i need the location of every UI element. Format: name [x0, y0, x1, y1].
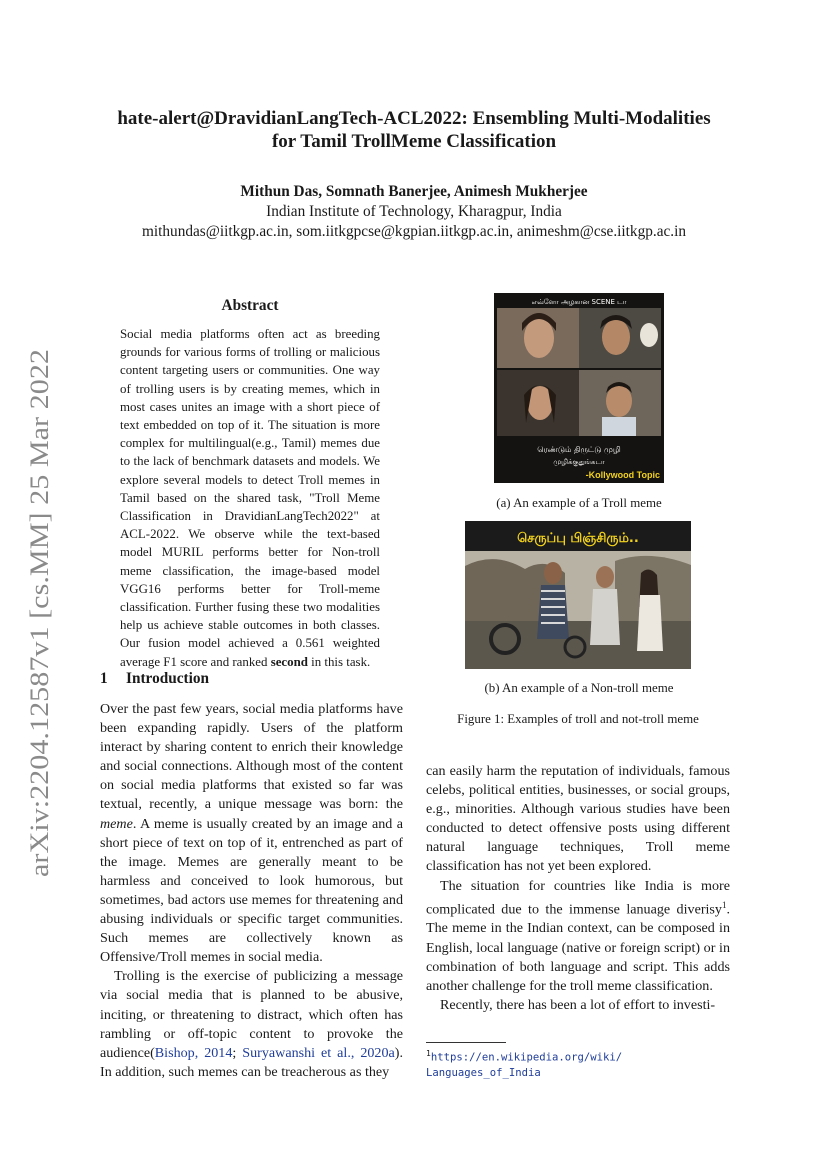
p2-text-end: ). In addition, such memes can be treacherous as they — [100, 1044, 403, 1080]
footnote-line-1 — [426, 1046, 730, 1066]
arxiv-stamp — [4, 345, 64, 880]
intro-paragraph-1 — [100, 700, 403, 967]
abstract-paragraph — [120, 325, 380, 671]
caption-troll-meme: (a) An example of a Troll meme — [496, 496, 662, 510]
p1-meme-term: meme — [100, 815, 133, 832]
abstract-text-end: in this task. — [307, 654, 371, 669]
citation-bishop[interactable]: Bishop, 2014 — [154, 1044, 233, 1061]
p4-text-end: . The meme in the Indian context, can be composed in English, local language (native or foreign script) or in combination of both language and script. This adds another challenge for the troll meme classification. — [426, 901, 730, 994]
citation-suryawanshi[interactable]: Suryawanshi et al., 2020a — [242, 1044, 395, 1061]
abstract-heading: Abstract — [221, 297, 279, 314]
non-troll-meme-graphic — [465, 521, 691, 669]
footnote — [426, 1046, 730, 1081]
author-emails: mithundas@iitkgp.ac.in, som.iitkgpcse@kgpian.iitkgp.ac.in, animeshm@cse.iitkgp.ac.in — [142, 223, 686, 240]
footnote-rule — [426, 1042, 506, 1043]
section-number: 1 — [100, 670, 108, 687]
citation-separator: ; — [232, 1044, 243, 1061]
intro-paragraph-2 — [100, 967, 403, 1082]
troll-meme-credit: -Kollywood Topic — [585, 470, 660, 480]
troll-meme-bottom-line-2: முழிக்குதுங்கடா — [553, 458, 605, 466]
p5-text: Recently, there has been a lot of effort to investi- — [440, 996, 716, 1013]
troll-meme-top-text: எவ்ளோ அழகான SCENE டா — [531, 298, 627, 306]
right-column-body — [426, 762, 730, 1015]
author-block — [60, 182, 768, 242]
intro-paragraph-3 — [426, 762, 730, 877]
abstract-text: Social media platforms often act as breeding grounds for various forms of trolling or malicious content targeting users or communities. One way of trolling users is by creating memes, which in most cases unites an image with a short piece of text embedded on top of it. The situation is more complex for multilingual(e.g., Tamil) memes due to the lack of benchmark datasets and models. We explore several models to detect Troll memes in Tamil based on the shared task, "Troll Meme Classification in DravidianLangTech2022" at ACL-2022. We observe while the text-based model MURIL performs better for Non-troll meme classification, the image-based model VGG16 performs better for Troll-meme classification. Further fusing these two modalities help us achieve stable outcomes in both classes. Our fusion model achieved a 0.561 weighted average F1 score and ranked — [120, 327, 380, 669]
affiliation: Indian Institute of Technology, Kharagpur, India — [266, 203, 562, 220]
section-title: Introduction — [126, 670, 210, 687]
non-troll-meme-image — [465, 521, 691, 669]
section-heading — [100, 670, 403, 688]
footnote-number: 1 — [426, 1049, 431, 1058]
author-names: Mithun Das, Somnath Banerjee, Animesh Mukherjee — [240, 183, 588, 200]
p1-text: Over the past few years, social media platforms have been expanding rapidly. Users of the platform interact by sharing content to enrich their knowledge and social connections. Although most of the content on social media platforms that existed so far was textual, recently, a unique message was born: the — [100, 701, 403, 813]
non-troll-meme-top-text: செருப்பு பிஞ்சிரும்.. — [517, 531, 639, 546]
p1-text-end: . A meme is usually created by an image and a short piece of text on top of it, entrenched as part of the image. Memes are generally meant to be harmless and conceived to look humorous, but sometimes, bad actors use memes for threatening and abusing individuals or specific target communities. Such memes are collectively known as Offensive/Troll memes in social media. — [100, 815, 403, 966]
p4-text: The situation for countries like India is more complicated due to the immense lanuage diverisy — [426, 877, 730, 918]
title-line-1: hate-alert@DravidianLangTech-ACL2022: Ensembling Multi-Modalities — [117, 108, 711, 129]
paper-title — [60, 107, 768, 153]
figure-caption: Figure 1: Examples of troll and not-troll meme — [457, 712, 699, 726]
arxiv-stamp-graphic — [4, 345, 64, 880]
troll-meme-image — [494, 293, 664, 483]
abstract-rank: second — [270, 654, 308, 669]
title-line-2: for Tamil TrollMeme Classification — [271, 131, 557, 152]
p3-text: can easily harm the reputation of individuals, famous celebs, political entities, businesses, or social groups, e.g., minorities. Although various studies have been conducted to detect offensive posts using different natural language techniques, Troll meme classification has not yet been explored. — [426, 763, 730, 875]
arxiv-stamp-text: arXiv:2204.12587v1 [cs.MM] 25 Mar 2022 — [25, 422, 54, 877]
intro-paragraph-5 — [426, 996, 730, 1015]
abstract-body — [120, 325, 380, 671]
footnote-url-part-1[interactable]: https://en.wikipedia.org/wiki/ — [430, 1051, 623, 1064]
footnote-marker[interactable]: 1 — [721, 899, 727, 910]
troll-meme-graphic — [494, 293, 664, 483]
caption-non-troll-meme: (b) An example of a Non-troll meme — [484, 681, 674, 695]
left-column-body — [100, 700, 403, 1082]
troll-meme-bottom-line-1: ரெண்டும் திருட்டு முழி — [537, 445, 621, 454]
p2-text: Trolling is the exercise of publicizing a message via social media that is planned to be abusive, inciting, or threatening to distract, which often has rambling or off-topic content to provoke the audience( — [100, 968, 403, 1061]
footnote-url-part-2[interactable]: Languages_of_India — [426, 1066, 541, 1079]
intro-paragraph-4 — [426, 877, 730, 996]
